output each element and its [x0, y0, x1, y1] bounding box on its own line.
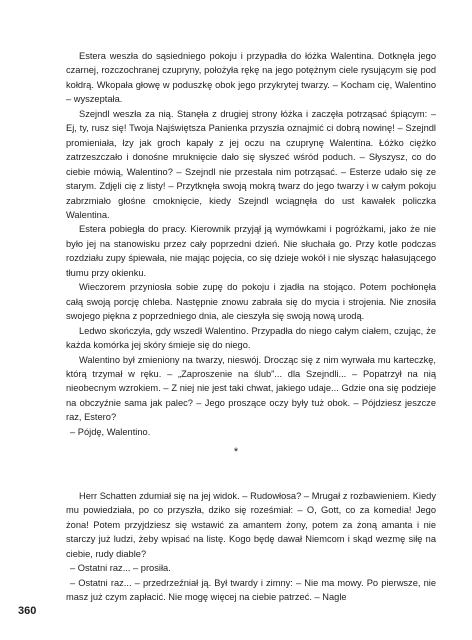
- text-section-2: [66, 489, 436, 605]
- paragraph: Szejndl weszła za nią. Stanęła z drugiej strony łóżka i zaczęła potrząsać śpiącym: – Ej, ty, rusz się! Twoja Najświętsza Panienka przyszła oznajmić ci dobrą nowinę! – Szejndl promieniała, łzy jak groch kapały z jej oczu na czuprynę Walentina. Łóżko ciężko zatrzeszczało i donośne mruknięcie dało się słyszeć wśród poduch. – Słyszysz, co do ciebie mówią, Walentino? – Szejndl nie przestała nim potrząsać. – Esterze udało się ze starym. Zdjęli cię z listy! – Przytknęła swoją mokrą twarz do jego twarzy i w całym pokoju zabrzmiało głośne cmoknięcie, kiedy Szejndl wciągnęła do ust kawałek policzka Walentina.: [66, 108, 436, 220]
- paragraph: Estera weszła do sąsiedniego pokoju i przypadła do łóżka Walentina. Dotknęła jego czarnej, rozczochranej czupryny, położyła rękę na jego potężnym ciele rysującym się pod kołdrą. Wkopała głowę w poduszkę obok jego przykrytej twarzy. – Kocham cię, Walentino – wyszeptała.: [66, 51, 436, 105]
- paragraph: Wieczorem przyniosła sobie zupę do pokoju i zjadła na stojąco. Potem pochłonęła całą swoją porcję chleba. Następnie znowu zabrała się do mycia i strojenia. Nie znosiła swojego piękna z poprzedniego dnia, ale cieszyła się swoją nową urodą.: [66, 282, 436, 322]
- paragraph: Walentino był zmieniony na twarzy, nieswój. Drocząc się z nim wyrwała mu karteczkę, którą trzymał w ręku. – „Zaproszenie na ślub”... dla Szejndli... – Popatrzył na nią nieobecnym wzrokiem. – Z niej nie jest taki chwat, jakiego udaje... Gdzie ona się podzieje na obczyźnie sama jak palec? – Jego proszące oczy były tuż obok. – Pójdziesz jeszcze raz, Estero?: [66, 354, 436, 423]
- paragraph: – Ostatni raz... – prosiła.: [70, 563, 171, 574]
- paragraph: – Ostatni raz... – przedrzeźniał ją. Był twardy i zimny: – Nie ma mowy. Po pierwsze, nie masz już czym zapłacić. Nie mogę więcej na ciebie patrzeć. – Nagle: [66, 577, 436, 603]
- paragraph: – Pójdę, Walentino.: [70, 426, 151, 437]
- paragraph: Estera pobiegła do pracy. Kierownik przyjął ją wymówkami i pogróżkami, jako że nie było jej na stanowisku przez cały poprzedni dzień. Nie słuchała go. Przy kotle podczas rozdziału zupy śpiewała, nie mając pojęcia, co się dzieje wokół i nie słysząc hałasującego tłumu przy okienku.: [66, 224, 436, 278]
- paragraph: Ledwo skończyła, gdy wszedł Walentino. Przypadła do niego całym ciałem, czując, że każda komórka jej skóry śmieje się do niego.: [66, 325, 436, 351]
- section-separator: *: [233, 446, 239, 458]
- page-number: 360: [18, 605, 37, 617]
- text-section-1: [66, 49, 436, 439]
- paragraph: Herr Schatten zdumiał się na jej widok. – Rudowłosa? – Mrugał z rozbawieniem. Kiedy mu powiedziała, po co przyszła, dziko się roześmiał: – O, Gott, co za komedia! Jego żona! Potem przyjdziesz się wstawić za amantem żony, potem za żoną amanta i nie starczy już ludzi, żeby wpisać na listę. Kogo będę dawał Niemcom i skąd wezmę siłę na ciebie, rudy diable?: [66, 491, 436, 559]
